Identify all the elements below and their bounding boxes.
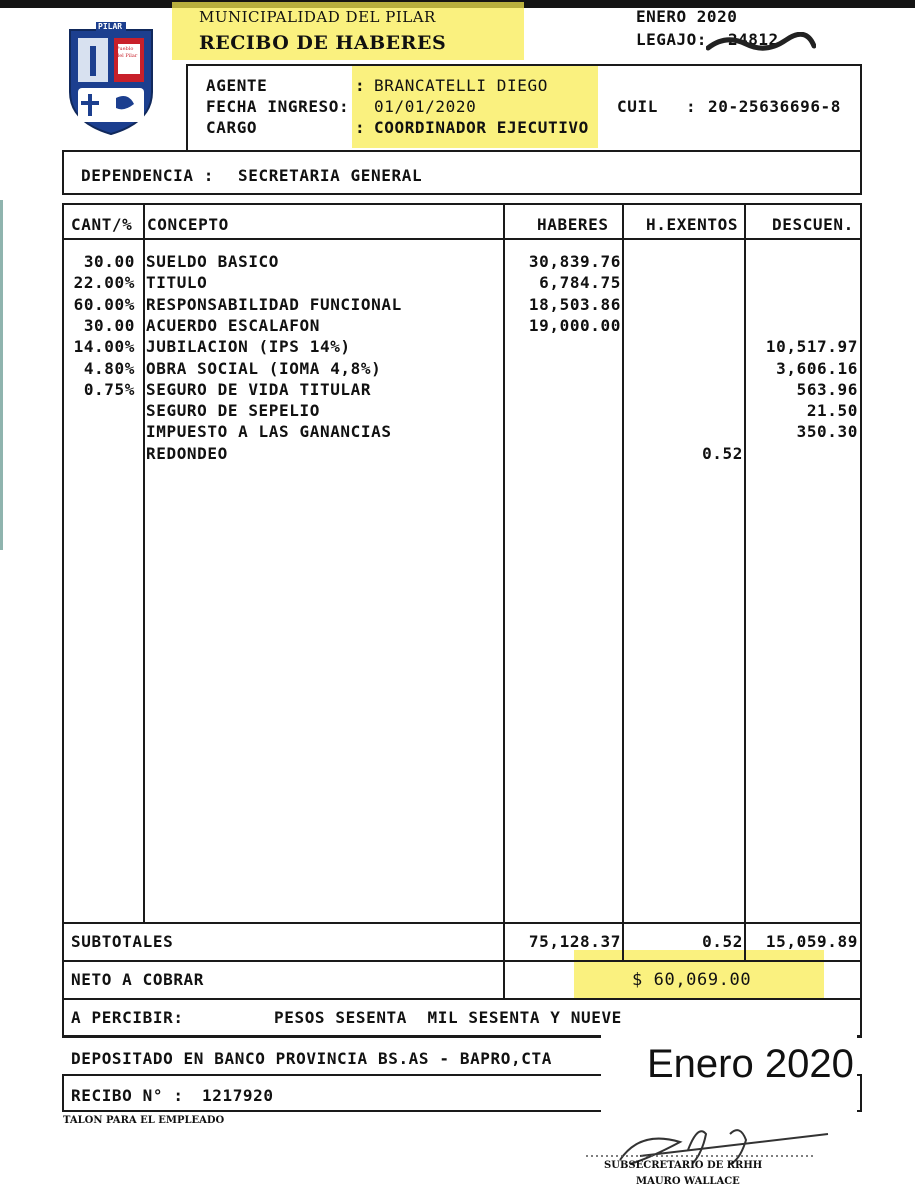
fecha-ingreso-label: FECHA INGRESO: [206, 97, 350, 116]
document-title: RECIBO DE HABERES [199, 32, 447, 54]
row-descuentos: 563.96 [796, 379, 858, 399]
recibo-value: 1217920 [202, 1086, 274, 1105]
header-exentos: H.EXENTOS [646, 215, 739, 234]
deposito-text: DEPOSITADO EN BANCO PROVINCIA BS.AS - BAPRO,CTA [71, 1049, 552, 1068]
dependencia-label: DEPENDENCIA : [81, 166, 215, 185]
signer-title: SUBSECRETARIO DE RRHH [604, 1160, 763, 1171]
row-descuentos: 3,606.16 [776, 358, 858, 378]
row-concepto: SEGURO DE VIDA TITULAR [146, 379, 372, 399]
row-cant: 0.75% [83, 379, 135, 399]
row-cant: 14.00% [73, 337, 135, 357]
subtotal-divider [62, 922, 862, 924]
row-concepto: OBRA SOCIAL (IOMA 4,8%) [146, 358, 382, 378]
logo-label: PILAR [98, 22, 123, 31]
fecha-ingreso-value: 01/01/2020 [374, 97, 477, 116]
dependencia-value: SECRETARIA GENERAL [238, 166, 423, 185]
agente-separator: : [355, 76, 366, 95]
row-cant: 60.00% [73, 294, 135, 314]
col-divider-concepto [503, 203, 505, 999]
subtotales-label: SUBTOTALES [71, 932, 174, 951]
row-concepto: IMPUESTO A LAS GANANCIAS [146, 422, 392, 442]
row-haberes: 18,503.86 [528, 294, 621, 314]
row-concepto: TITULO [146, 273, 208, 293]
header-descuentos: DESCUEN. [772, 215, 854, 234]
municipality-name: MUNICIPALIDAD DEL PILAR [199, 8, 436, 26]
agente-value: BRANCATELLI DIEGO [374, 76, 548, 95]
col-divider-exentos [744, 203, 746, 961]
recibo-label: RECIBO N° : [71, 1086, 184, 1105]
row-concepto: SEGURO DE SEPELIO [146, 401, 320, 421]
legajo-value: 24812 [728, 30, 779, 49]
row-concepto: RESPONSABILIDAD FUNCIONAL [146, 294, 402, 314]
subtotal-descuentos: 15,059.89 [765, 932, 858, 951]
row-cant: 30.00 [83, 315, 135, 335]
shield-emblem-icon [66, 22, 156, 136]
month-overlay-text: Enero 2020 [647, 1042, 854, 1086]
row-concepto: ACUERDO ESCALAFON [146, 315, 320, 335]
row-concepto: SUELDO BASICO [146, 252, 280, 271]
cargo-label: CARGO [206, 118, 258, 137]
percibir-label: A PERCIBIR: [71, 1008, 184, 1027]
signature-mark [580, 1120, 830, 1180]
scan-left-edge [0, 200, 3, 550]
subtotal-haberes: 75,128.37 [528, 932, 621, 951]
row-concepto: REDONDEO [146, 443, 228, 463]
row-descuentos: 350.30 [796, 422, 858, 442]
table-header-divider [62, 238, 862, 240]
logo-motto: Pueblo del Pilar [116, 46, 138, 59]
row-descuentos: 21.50 [806, 401, 858, 421]
period: ENERO 2020 [636, 7, 738, 26]
col-divider-cant [143, 203, 145, 923]
row-concepto: JUBILACION (IPS 14%) [146, 337, 351, 357]
neto-value: $ 60,069.00 [632, 970, 752, 990]
subtotal-exentos: 0.52 [702, 932, 743, 951]
header-cant: CANT/% [71, 215, 133, 234]
agente-label: AGENTE [206, 76, 268, 95]
cuil-label: CUIL [617, 97, 658, 116]
cuil-separator: : [686, 97, 697, 116]
cuil-value: 20-25636696-8 [708, 97, 842, 116]
row-haberes: 30,839.76 [528, 252, 621, 271]
row-haberes: 6,784.75 [539, 273, 621, 293]
talon-text: TALON PARA EL EMPLEADO [63, 1115, 225, 1126]
row-exentos: 0.52 [702, 443, 743, 463]
month-overlay-label [601, 1028, 857, 1112]
col-divider-haberes [622, 203, 624, 961]
cargo-value: COORDINADOR EJECUTIVO [374, 118, 589, 137]
header-haberes: HABERES [537, 215, 609, 234]
legajo-label: LEGAJO: [636, 30, 707, 49]
row-cant: 30.00 [83, 252, 135, 271]
neto-divider [62, 960, 862, 962]
cargo-separator: : [355, 118, 366, 137]
neto-label: NETO A COBRAR [71, 970, 205, 989]
municipal-logo [66, 22, 156, 136]
signer-name: MAURO WALLACE [636, 1176, 740, 1187]
header-concepto: CONCEPTO [147, 215, 229, 234]
row-cant: 4.80% [83, 358, 135, 378]
percibir-divider [62, 998, 862, 1000]
row-haberes: 19,000.00 [528, 315, 621, 335]
row-descuentos: 10,517.97 [765, 337, 858, 357]
legajo-scribble-mark [706, 32, 816, 56]
percibir-value: PESOS SESENTA MIL SESENTA Y NUEVE [274, 1008, 622, 1027]
row-cant: 22.00% [73, 273, 135, 293]
